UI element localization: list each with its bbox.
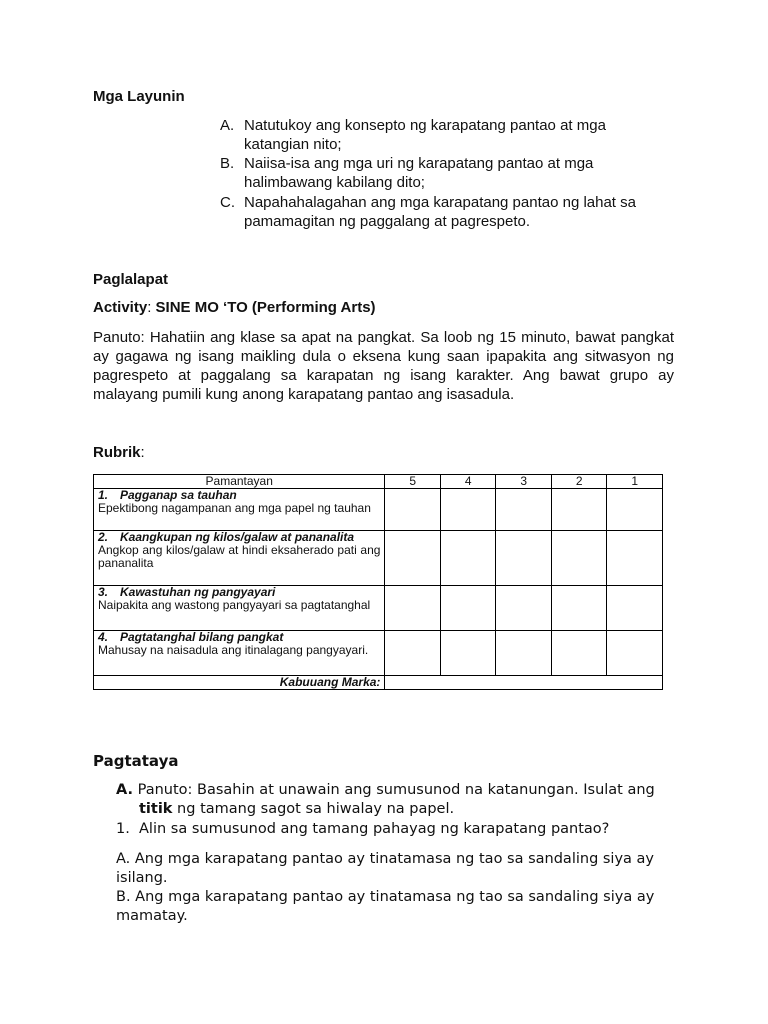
question-text: Alin sa sumusunod ang tamang pahayag ng karapatang pantao? <box>139 821 610 837</box>
activity-instructions: Panuto: Hahatiin ang klase sa apat na pangkat. Sa loob ng 15 minuto, bawat pangkat ay gagawa ng isang maikling dula o eksena kung saan ipapakita ang sitwasyon ng pagrespeto at paggalang sa karapatan ng isang karakter. Ang bawat grupo ay malayang pumili kung anong karapatang pantao ang isasadula. <box>93 329 674 403</box>
criterion-description: Mahusay na naisadula ang itinalagang pangyayari. <box>98 643 369 657</box>
rubric-header-score-2: 2 <box>551 475 607 489</box>
objective-letter: B. <box>220 155 235 172</box>
score-cell <box>440 586 496 631</box>
score-cell <box>607 631 663 676</box>
criterion-number: 2. <box>98 530 109 544</box>
activity-label: Activity <box>93 299 148 316</box>
rubric-criterion-3 <box>94 586 385 631</box>
rubric-total-row <box>94 676 663 690</box>
rubric-heading <box>93 444 145 461</box>
rubric-criterion-4 <box>94 631 385 676</box>
table-row <box>94 631 663 676</box>
criterion-number: 3. <box>98 585 109 599</box>
score-cell <box>440 489 496 531</box>
rubric-total-label: Kabuuang Marka: <box>94 676 385 690</box>
score-cell <box>496 631 552 676</box>
score-cell <box>385 531 441 586</box>
criterion-description: Naipakita ang wastong pangyayari sa pagtatanghal <box>98 598 371 612</box>
criterion-title: Pagtatanghal bilang pangkat <box>120 630 284 644</box>
criterion-title: Kawastuhan ng pangyayari <box>120 585 276 599</box>
rubric-header-row <box>94 475 663 489</box>
criterion-description: Epektibong nagampanan ang mga papel ng tauhan <box>98 501 371 515</box>
score-cell <box>385 631 441 676</box>
objective-item-a <box>220 116 660 154</box>
rubric-header-score-5: 5 <box>385 475 441 489</box>
activity-line <box>93 299 376 316</box>
score-cell <box>551 631 607 676</box>
application-heading: Paglalapat <box>93 271 169 288</box>
rubric-header-score-3: 3 <box>496 475 552 489</box>
score-cell <box>496 586 552 631</box>
rubric-criterion-1 <box>94 489 385 531</box>
criterion-title: Kaangkupan ng kilos/galaw at pananalita <box>120 530 355 544</box>
objective-text: Naiisa-isa ang mga uri ng karapatang pantao at mga halimbawang kabilang dito; <box>244 155 594 191</box>
assessment-instruction-text: Panuto: Basahin at unawain ang sumusunod na katanungan. Isulat ang <box>133 782 655 798</box>
table-row <box>94 489 663 531</box>
score-cell <box>607 489 663 531</box>
objectives-heading: Mga Layunin <box>93 88 185 105</box>
criterion-description: Angkop ang kilos/galaw at hindi eksaherado pati ang pananalita <box>98 543 381 570</box>
assessment-instructions <box>116 781 676 819</box>
rubric-criterion-2 <box>94 531 385 586</box>
objective-text: Natutukoy ang konsepto ng karapatang pantao at mga katangian nito; <box>244 117 606 153</box>
criterion-number: 4. <box>98 630 109 644</box>
score-cell <box>385 489 441 531</box>
assessment-heading: Pagtataya <box>93 752 179 770</box>
score-cell <box>496 531 552 586</box>
objective-item-c <box>220 193 660 231</box>
criterion-number: 1. <box>98 488 109 502</box>
rubric-header-score-4: 4 <box>440 475 496 489</box>
rubric-header-criteria: Pamantayan <box>94 475 385 489</box>
question-number: 1. <box>116 821 130 837</box>
score-cell <box>440 631 496 676</box>
table-row <box>94 531 663 586</box>
rubric-header-score-1: 1 <box>607 475 663 489</box>
activity-name: SINE MO ‘TO (Performing Arts) <box>155 299 376 316</box>
rubric-label-sep: : <box>140 444 145 461</box>
score-cell <box>607 586 663 631</box>
objective-letter: C. <box>220 194 235 211</box>
objective-text: Napahahalagahan ang mga karapatang pantao ng lahat sa pamamagitan ng paggalang at pagrespeto. <box>244 194 636 230</box>
criterion-title: Pagganap sa tauhan <box>120 488 237 502</box>
assessment-part-letter: A. <box>116 782 133 798</box>
objective-letter: A. <box>220 117 235 134</box>
assessment-question <box>116 820 676 839</box>
rubric-label: Rubrik <box>93 444 141 461</box>
rubric-total-value-cell <box>385 676 663 690</box>
score-cell <box>440 531 496 586</box>
activity-separator: : <box>147 299 156 316</box>
score-cell <box>551 489 607 531</box>
score-cell <box>551 531 607 586</box>
assessment-instruction-bold: titik <box>139 801 173 817</box>
choice-b: B. Ang mga karapatang pantao ay tinatamasa ng tao sa sandaling siya ay mamatay. <box>116 889 655 924</box>
score-cell <box>385 586 441 631</box>
score-cell <box>607 531 663 586</box>
rubric-table <box>93 474 663 690</box>
objective-item-b <box>220 154 660 192</box>
score-cell <box>496 489 552 531</box>
score-cell <box>551 586 607 631</box>
choice-a: A. Ang mga karapatang pantao ay tinatamasa ng tao sa sandaling siya ay isilang. <box>116 851 655 886</box>
table-row <box>94 586 663 631</box>
assessment-instruction-tail: ng tamang sagot sa hiwalay na papel. <box>172 801 455 817</box>
